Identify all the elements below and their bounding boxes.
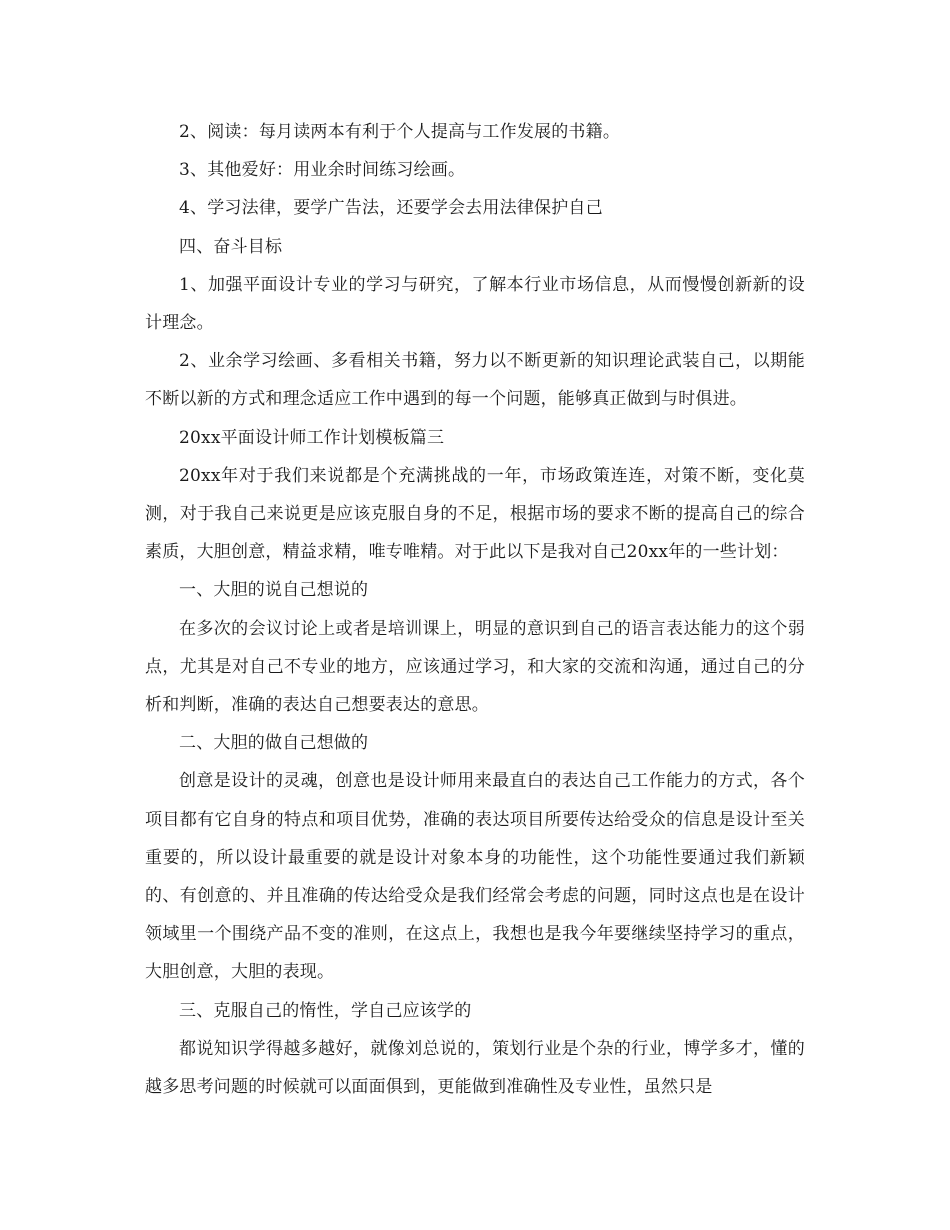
paragraph-section-3: 都说知识学得越多越好，就像刘总说的，策划行业是个杂的行业，博学多才，懂的越多思考问题的时候就可以面面俱到，更能做到准确性及专业性，虽然只是 <box>145 1038 805 1098</box>
section-heading-2: 二、大胆的做自己想做的 <box>179 733 369 754</box>
paragraph-law: 4、学习法律，要学广告法，还要学会去用法律保护自己 <box>179 198 603 219</box>
paragraph-goal-2: 2、业余学习绘画、多看相关书籍，努力以不断更新的知识理论武装自己，以期能不断以新的方式和理念适应工作中遇到的每一个问题，能够真正做到与时俱进。 <box>145 351 805 410</box>
section-heading-goals: 四、奋斗目标 <box>179 236 283 257</box>
paragraph-goal-1: 1、加强平面设计专业的学习与研究，了解本行业市场信息，从而慢慢创新新的设计理念。 <box>145 274 805 334</box>
section-heading-1: 一、大胆的说自己想说的 <box>179 580 369 601</box>
paragraph-hobby: 3、其他爱好：用业余时间练习绘画。 <box>179 160 466 181</box>
paragraph-section-2: 创意是设计的灵魂，创意也是设计师用来最直白的表达自己工作能力的方式，各个项目都有它自身的特点和项目优势，准确的表达项目所要传达给受众的信息是设计至关重要的，所以设计最重要的就是设计对象本身的功能性，这个功能性要通过我们新颖的、有创意的、并且准确的传达给受众是我们经常会考虑的问题，同时这点也是在设计领域里一个围绕产品不变的准则，在这点上，我想也是我今年要继续坚持学习的重点，大胆创意，大胆的表现。 <box>145 771 805 983</box>
paragraph-intro: 20xx年对于我们来说都是个充满挑战的一年，市场政策连连，对策不断，变化莫测，对于我自己来说更是应该克服自身的不足，根据市场的要求不断的提高自己的综合素质，大胆创意，精益求精，唯专唯精。对于此以下是我对自己20xx年的一些计划： <box>145 465 805 563</box>
document-body <box>145 113 805 1106</box>
article-title: 20xx平面设计师工作计划模板篇三 <box>179 427 445 448</box>
paragraph-section-1: 在多次的会议讨论上或者是培训课上，明显的意识到自己的语言表达能力的这个弱点，尤其是对自己不专业的地方，应该通过学习，和大家的交流和沟通，通过自己的分析和判断，准确的表达自己想要表达的意思。 <box>145 618 805 716</box>
section-heading-3: 三、克服自己的惰性，学自己应该学的 <box>179 1000 472 1021</box>
paragraph-reading: 2、阅读：每月读两本有利于个人提高与工作发展的书籍。 <box>179 122 621 142</box>
